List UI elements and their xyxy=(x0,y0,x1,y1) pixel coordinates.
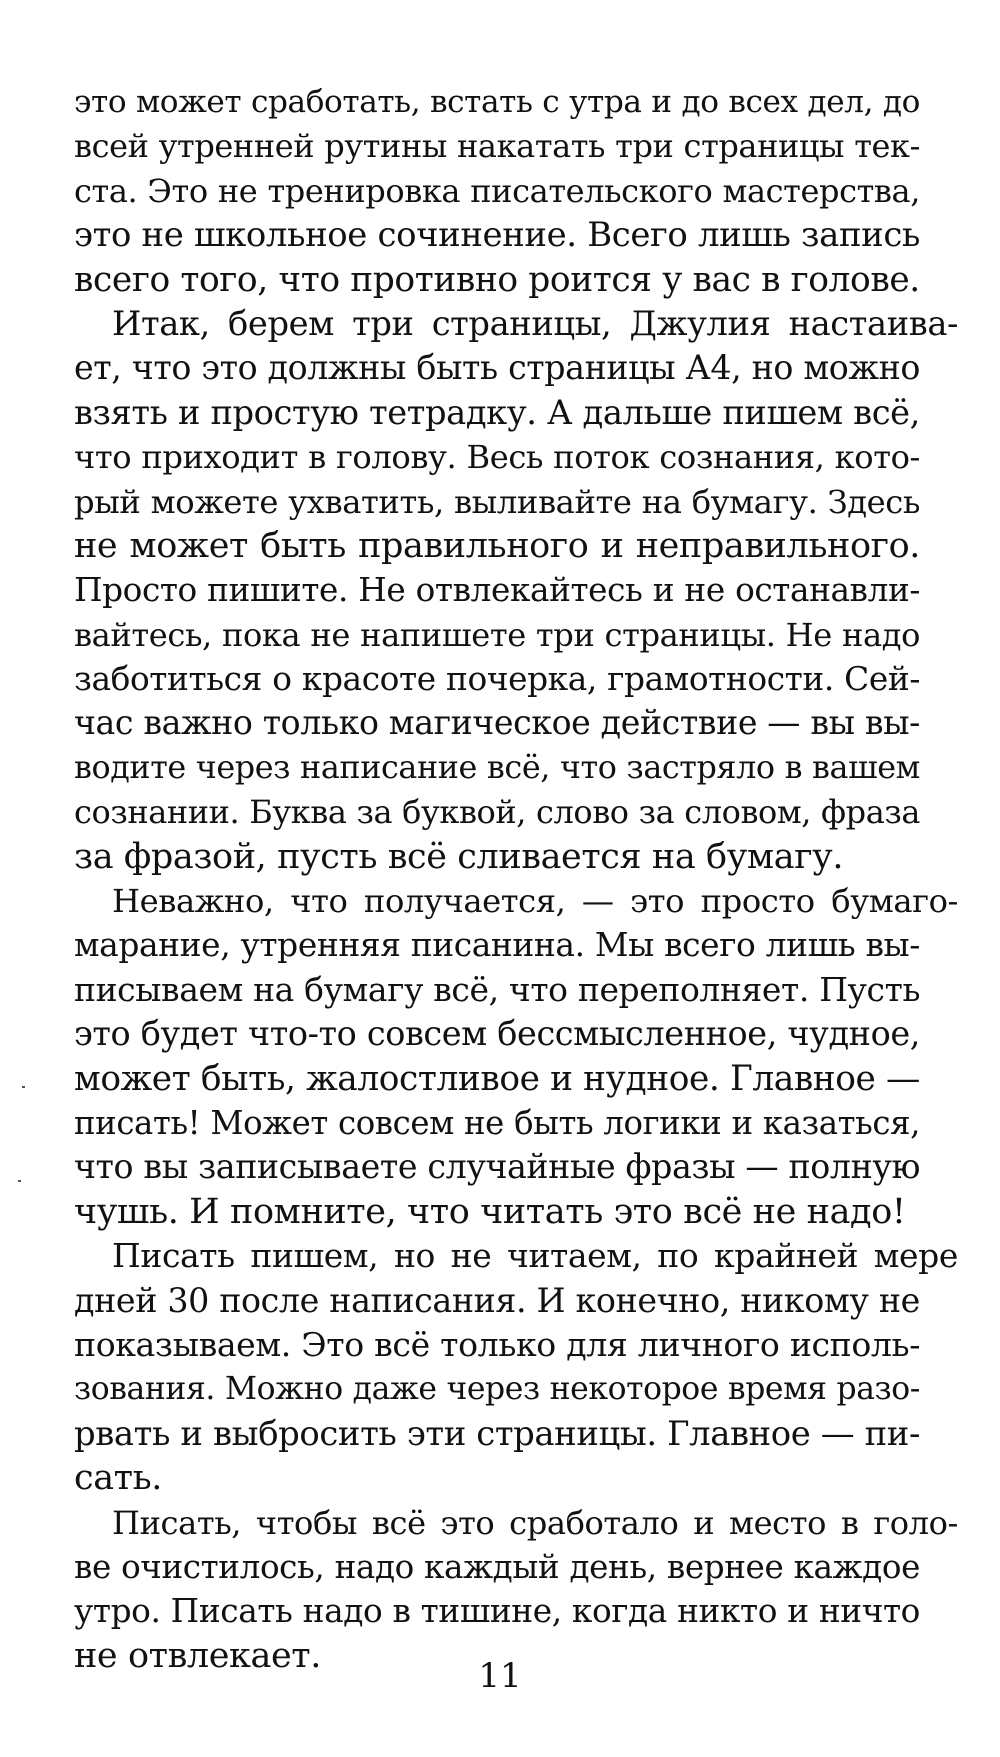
text-line: рый можете ухватить, выливайте на бумагу. Здесь xyxy=(74,482,920,521)
paragraph-1 xyxy=(74,80,920,302)
paragraph-3 xyxy=(74,879,958,1234)
text-line: всей утренней рутины накатать три страницы тек- xyxy=(74,127,920,166)
text-line: час важно только магическое действие — вы вы- xyxy=(74,703,920,743)
text-line: всего того, что противно роится у вас в голове. xyxy=(74,259,920,300)
scan-speck xyxy=(22,1086,25,1088)
text-line: за фразой, пусть всё сливается на бумагу. xyxy=(74,836,844,877)
text-line: вайтесь, пока не напишете три страницы. Не надо xyxy=(74,615,920,654)
paragraph-4 xyxy=(74,1234,958,1500)
text-line: может быть, жалостливое и нудное. Главное — xyxy=(74,1058,920,1099)
text-line: не отвлекает. xyxy=(74,1635,321,1676)
text-line: рвать и выбросить эти страницы. Главное — пи- xyxy=(74,1413,920,1453)
text-line: утро. Писать надо в тишине, когда никто и ничто xyxy=(74,1592,920,1631)
text-line: не может быть правильного и неправильного. xyxy=(74,525,920,566)
text-line: Писать пишем, но не читаем, по крайней мере xyxy=(112,1236,958,1276)
text-line: сознании. Буква за буквой, слово за словом, фраза xyxy=(74,793,920,832)
page-number: 11 xyxy=(478,1656,522,1696)
text-line: сать. xyxy=(74,1458,163,1499)
text-line: Писать, чтобы всё это сработало и место в голо- xyxy=(112,1503,958,1542)
text-line: что приходит в голову. Весь поток сознания, кото- xyxy=(74,438,920,477)
text-line: ет, что это должны быть страницы А4, но можно xyxy=(74,348,920,388)
text-line: чушь. И помните, что читать это всё не надо! xyxy=(74,1191,906,1232)
text-line: что вы записываете случайные фразы — полную xyxy=(74,1147,920,1187)
paragraph-5 xyxy=(74,1501,958,1679)
text-line: водите через написание всё, что застряло в вашем xyxy=(74,748,920,786)
text-line: дней 30 после написания. И конечно, никому не xyxy=(74,1280,920,1320)
text-line: марание, утренняя писанина. Мы всего лишь вы- xyxy=(74,925,920,965)
text-line: Просто пишите. Не отвлекайтесь и не останавли- xyxy=(74,571,920,610)
text-line: писать! Может совсем не быть логики и казаться, xyxy=(74,1103,920,1142)
scan-speck xyxy=(18,1180,21,1182)
text-line: заботиться о красоте почерка, грамотности. Сей- xyxy=(74,660,920,699)
paragraph-2 xyxy=(74,302,958,879)
text-line: Итак, берем три страницы, Джулия настаива- xyxy=(112,303,958,343)
text-line: ста. Это не тренировка писательского мастерства, xyxy=(74,171,920,210)
text-line: взять и простую тетрадку. А дальше пишем всё, xyxy=(74,392,920,432)
text-line: это не школьное сочинение. Всего лишь запись xyxy=(74,215,920,255)
text-line: писываем на бумагу всё, что переполняет. Пусть xyxy=(74,969,920,1009)
text-line: Неважно, что получается, — это просто бумаго- xyxy=(112,882,958,921)
text-line: это будет что-то совсем бессмысленное, чудное, xyxy=(74,1014,920,1054)
text-line: это может сработать, встать с утра и до всех дел, до xyxy=(74,84,920,120)
text-line: зования. Можно даже через некоторое время разо- xyxy=(74,1371,920,1408)
text-line: ве очистилось, надо каждый день, вернее каждое xyxy=(74,1547,920,1586)
text-line: показываем. Это всё только для личного исполь- xyxy=(74,1324,920,1364)
page-text xyxy=(74,80,958,1678)
